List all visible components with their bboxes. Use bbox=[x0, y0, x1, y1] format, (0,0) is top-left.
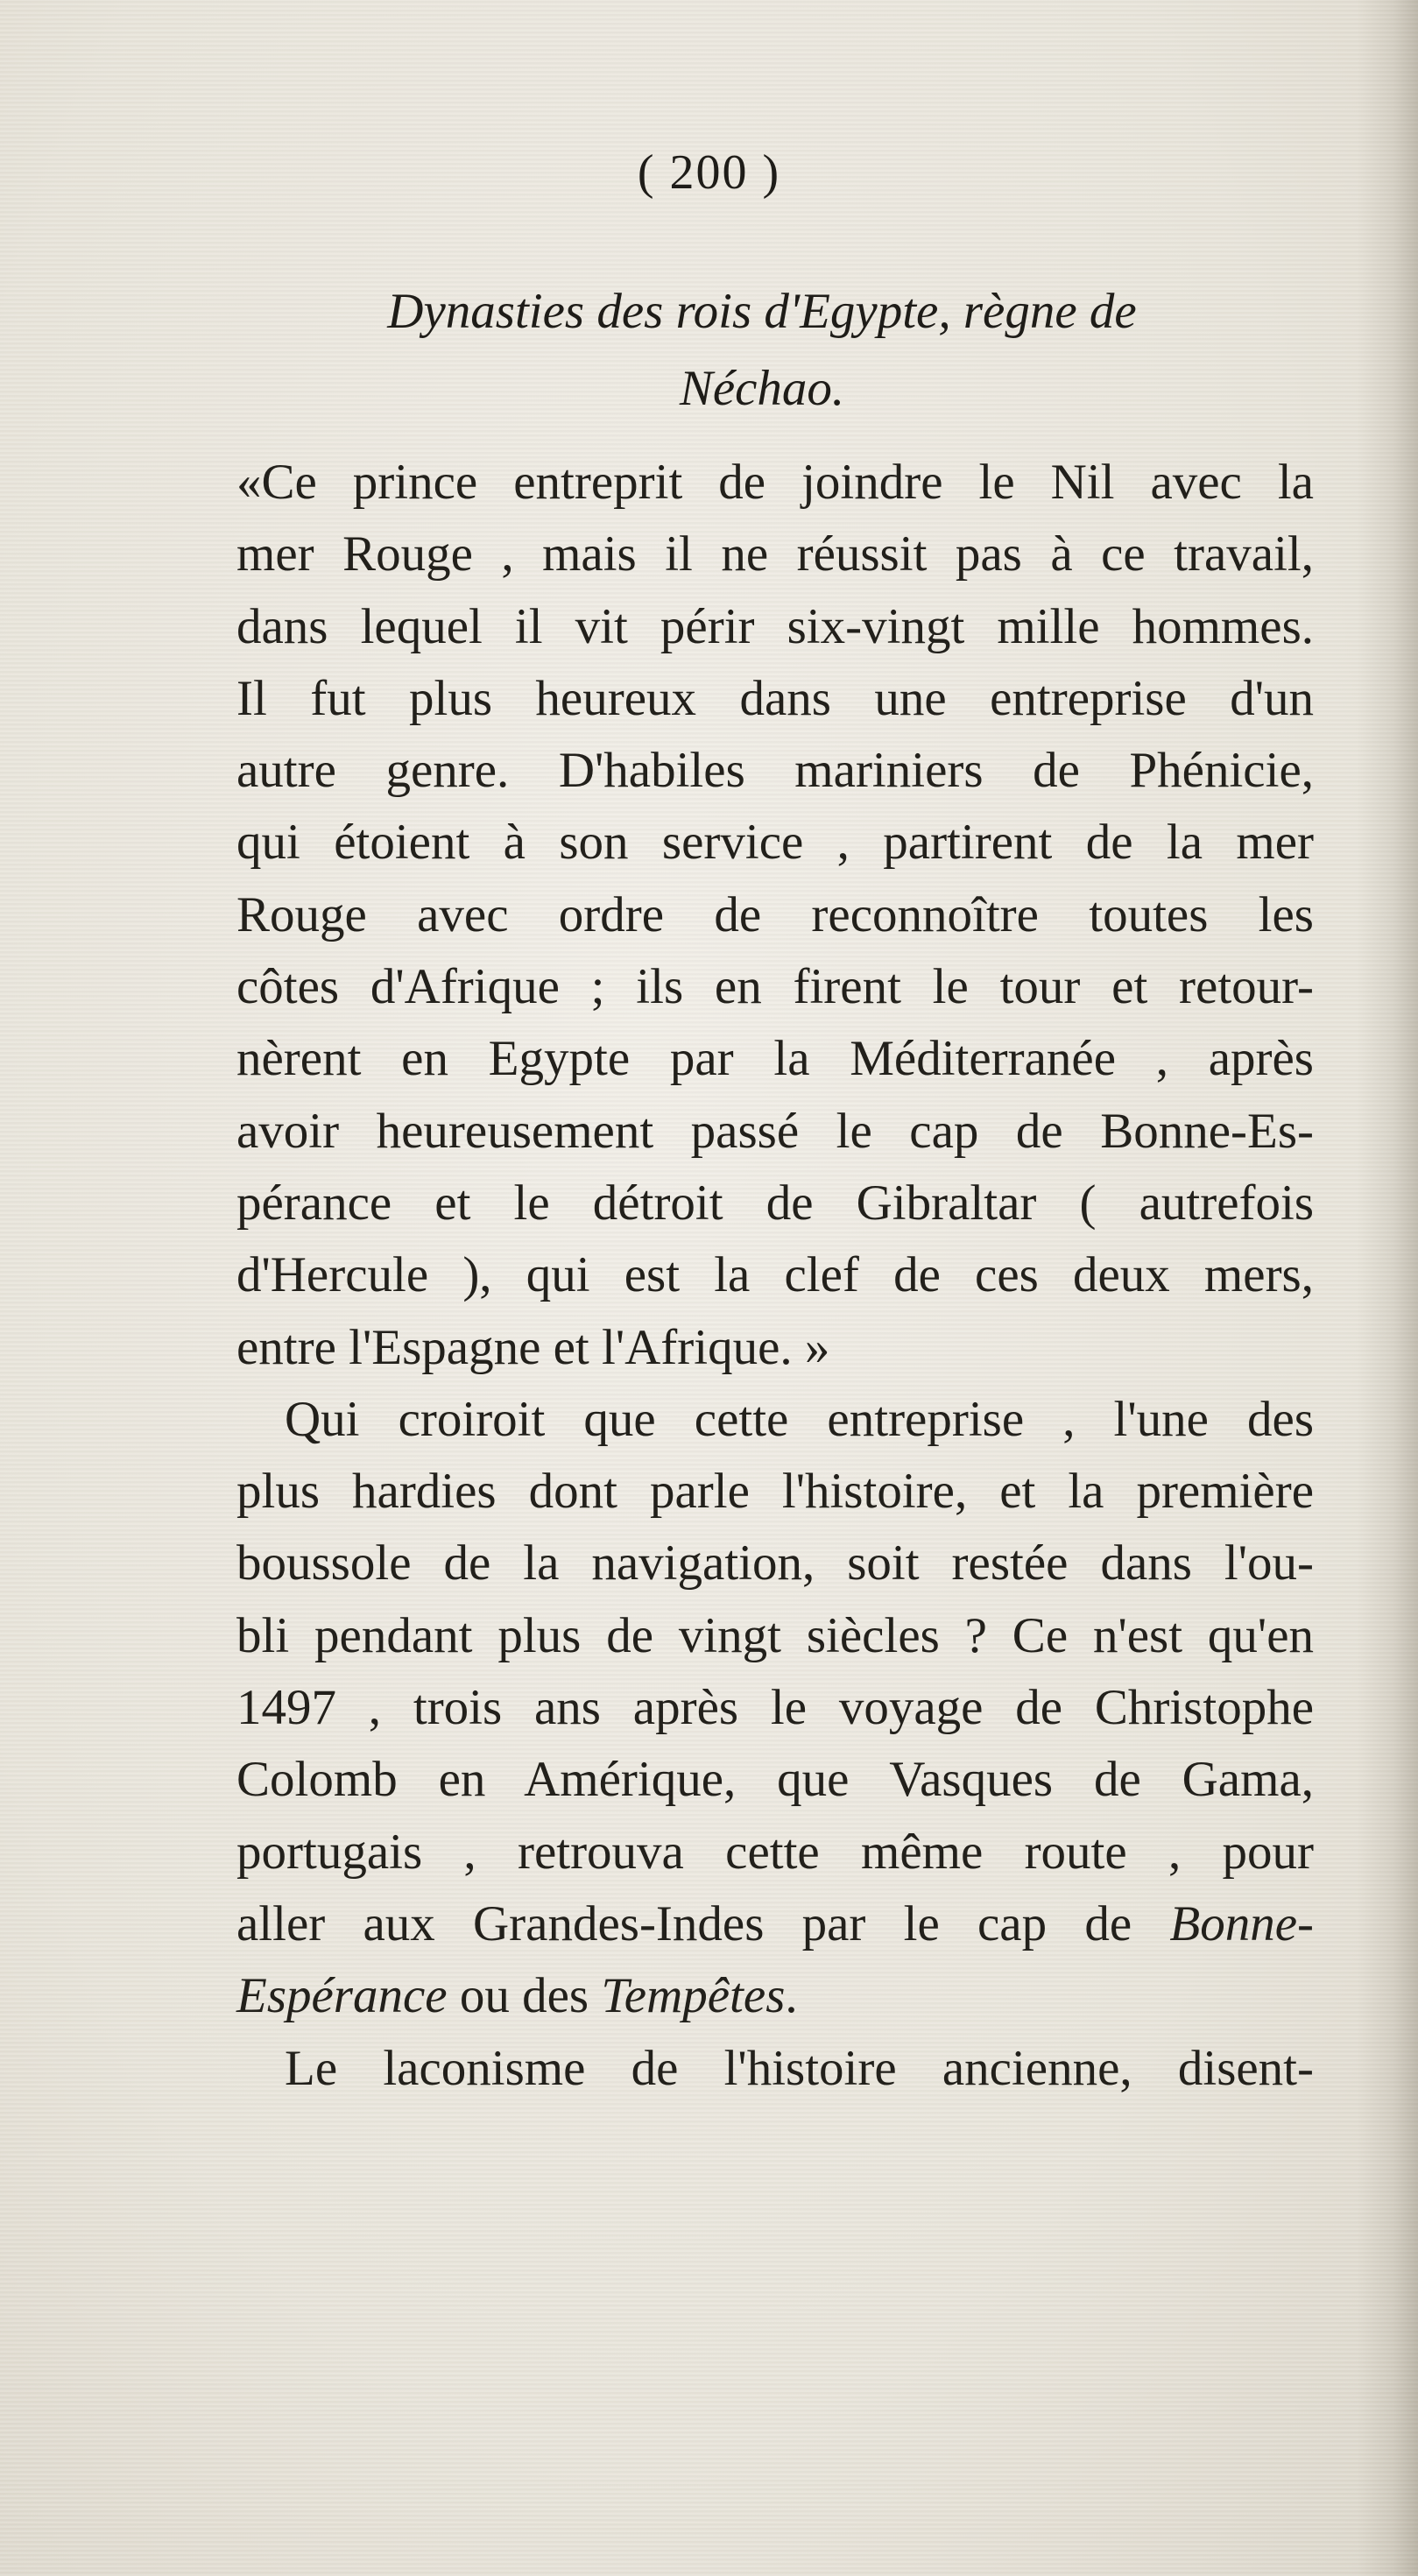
text-line: portugais , retrouva cette même route , pour bbox=[236, 1824, 1314, 1880]
text-line: avoir heureusement passé le cap de Bonne-Es- bbox=[236, 1103, 1314, 1159]
text-line: 1497 , trois ans après le voyage de Christophe bbox=[236, 1680, 1314, 1736]
text-line: plus hardies dont parle l'histoire, et la première bbox=[236, 1464, 1314, 1520]
italic-term-tempetes: Tempêtes bbox=[601, 1968, 786, 2024]
text-line: autre genre. D'habiles mariniers de Phénicie, bbox=[236, 743, 1314, 799]
text-line: Rouge avec ordre de reconnoître toutes les bbox=[236, 886, 1314, 942]
italic-term-esperance: Espérance bbox=[236, 1968, 448, 2024]
body-text bbox=[236, 447, 1314, 2105]
text-line: Colomb en Amérique, que Vasques de Gama, bbox=[236, 1752, 1314, 1808]
chapter-title-line-2: Néchao. bbox=[679, 361, 845, 416]
text-line-start: aller aux Grandes-Indes par le cap de bbox=[236, 1895, 1132, 1951]
text-line: boussole de la navigation, soit restée dans l'ou- bbox=[236, 1535, 1314, 1591]
text-line: pérance et le détroit de Gibraltar ( autrefois bbox=[236, 1175, 1314, 1231]
text-line: bli pendant plus de vingt siècles ? Ce n'est qu'en bbox=[236, 1607, 1314, 1663]
text-line: Le laconisme de l'histoire ancienne, disent- bbox=[285, 2040, 1314, 2096]
text-line: entre l'Espagne et l'Afrique. » bbox=[236, 1319, 830, 1375]
page-number: ( 200 ) bbox=[637, 145, 781, 200]
text-fragment: ou des bbox=[447, 1968, 602, 2024]
text-line: qui étoient à son service , partirent de la mer bbox=[236, 815, 1314, 871]
text-line-with-italic bbox=[236, 1888, 1314, 1960]
text-line: nèrent en Egypte par la Méditerranée , après bbox=[236, 1031, 1314, 1087]
text-line: côtes d'Afrique ; ils en firent le tour et retour- bbox=[236, 959, 1314, 1015]
italic-term-bonne: Bonne- bbox=[1169, 1895, 1314, 1951]
chapter-title bbox=[245, 273, 1279, 427]
text-line-with-italic bbox=[236, 1960, 1314, 2032]
text-line: dans lequel il vit périr six-vingt mille hommes. bbox=[236, 598, 1314, 654]
text-line: Qui croiroit que cette entreprise , l'une des bbox=[285, 1391, 1314, 1447]
chapter-title-line-1: Dynasties des rois d'Egypte, règne de bbox=[387, 284, 1137, 339]
page-edge-shadow bbox=[1357, 0, 1418, 2576]
text-line: d'Hercule ), qui est la clef de ces deux mers, bbox=[236, 1247, 1314, 1303]
text-fragment: . bbox=[785, 1968, 798, 2024]
text-line: mer Rouge , mais il ne réussit pas à ce travail, bbox=[236, 526, 1314, 582]
text-line: «Ce prince entreprit de joindre le Nil avec la bbox=[236, 455, 1314, 510]
text-line: Il fut plus heureux dans une entreprise d'un bbox=[236, 670, 1314, 726]
